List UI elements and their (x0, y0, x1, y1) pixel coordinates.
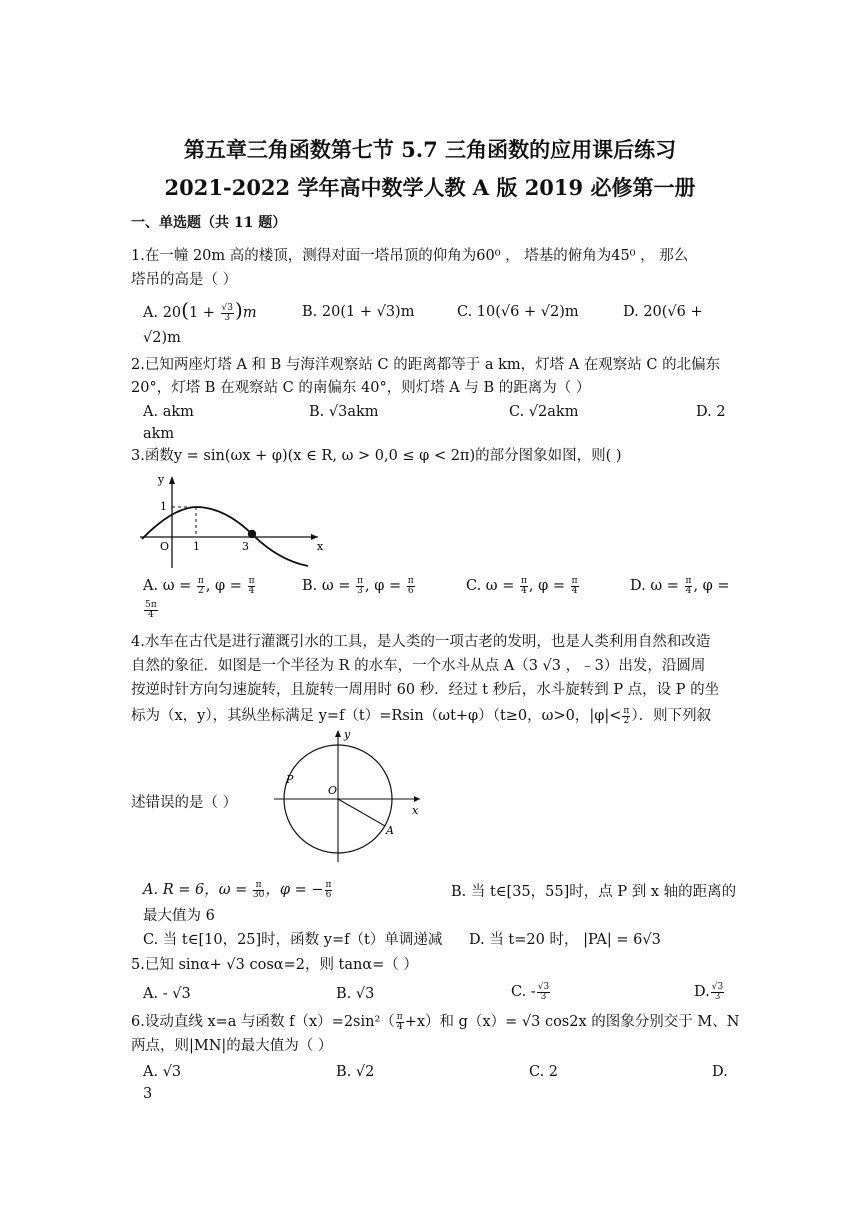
q3-option-c[interactable]: C. ω = $\frac{\pi}{4}$ , φ = $\frac{\pi}{4}$ (466, 575, 578, 596)
q5-option-c[interactable]: C. - $\frac{√3}{3}$ (511, 981, 550, 1002)
q3-sine-graph (138, 472, 338, 572)
q4-point-a: A (386, 824, 394, 837)
q1-option-d-cont: √2)m (143, 330, 181, 346)
q1-stem-line2: 塔吊的高是（ ） (131, 272, 238, 288)
q1-option-b[interactable]: B. 20(1 + √3)m (302, 304, 415, 320)
q3-option-d[interactable]: D. ω = $\frac{\pi}{4}$ , φ = (630, 575, 730, 596)
q4-option-c[interactable]: C. 当 t∈[10，25]时，函数 y=f（t）单调递减 (143, 932, 443, 948)
q3-tick-1y: 1 (160, 500, 167, 513)
q3-tick-3x: 3 (242, 540, 249, 553)
q2-option-d-cont: akm (143, 426, 175, 442)
section-heading: 一、单选题（共 11 题） (131, 215, 287, 231)
q1-option-c[interactable]: C. 10(√6 + √2)m (457, 304, 579, 320)
q2-stem-line1: 2.已知两座灯塔 A 和 B 与海洋观察站 C 的距离都等于 a km，灯塔 A 在观察站 C 的北偏东 (131, 357, 721, 373)
q6-stem-line1: 6.设动直线 x=a 与函数 f（x）=2sin²（ $\frac{\pi}{4}$ +x）和 g（x）= √3 cos2x 的图象分别交于 M、N (131, 1011, 740, 1032)
q5-option-b[interactable]: B. √3 (336, 986, 375, 1002)
q2-option-a[interactable]: A. akm (143, 404, 194, 420)
q4-stem-line2: 自然的象征．如图是一个半径为 R 的水车，一个水斗从点 A（3 √3 ，﹣3）出发，沿圆周 (131, 658, 706, 674)
q1-a-fraction: $\frac{√3}{3}$ (221, 302, 234, 323)
q4-option-a[interactable]: A. R = 6，ω = $\frac{\pi}{30}$ ，φ = − $\frac{\pi}{6}$ (143, 879, 332, 900)
q2-option-b[interactable]: B. √3akm (309, 404, 379, 420)
q4-option-b[interactable]: B. 当 t∈[35，55]时，点 P 到 x 轴的距离的 (451, 884, 737, 900)
q4-stem-line3: 按逆时针方向匀速旋转，且旋转一周用时 60 秒．经过 t 秒后，水斗旋转到 P 点，设 P 的坐 (131, 682, 720, 698)
q6-option-b[interactable]: B. √2 (336, 1064, 375, 1080)
q2-option-c[interactable]: C. √2akm (509, 404, 579, 420)
q4-waterwheel-figure (270, 726, 430, 866)
q3-option-b[interactable]: B. ω = $\frac{\pi}{3}$ , φ = $\frac{\pi}{6}$ (302, 575, 414, 596)
q3-y-label: y (158, 473, 165, 486)
title-line-1: 第五章三角函数第七节 5.7 三角函数的应用课后练习 (183, 137, 677, 162)
q4-origin-label: O (328, 784, 338, 797)
q1-a-prefix: A. 20 (143, 305, 182, 321)
q4-option-d[interactable]: D. 当 t=20 时， |PA| = 6√3 (469, 932, 661, 948)
q6-option-a[interactable]: A. √3 (143, 1064, 182, 1080)
q6-option-c[interactable]: C. 2 (529, 1064, 559, 1080)
q5-option-d[interactable]: D. $\frac{√3}{3}$ (694, 981, 724, 1002)
q5-stem: 5.已知 sinα+ √3 cosα=2，则 tanα=（ ） (131, 957, 418, 973)
q3-option-a[interactable]: A. ω = $\frac{\pi}{2}$ , φ = $\frac{\pi}{4}$ (143, 575, 255, 596)
q3-x-label: x (317, 540, 324, 553)
q2-stem-line2: 20°，灯塔 B 在观察站 C 的南偏东 40°，则灯塔 A 与 B 的距离为（ ） (131, 380, 591, 396)
q1-option-a[interactable]: A. 20(1 + $\frac{√3}{3}$ )m (143, 298, 257, 323)
q4-stem-line4: 标为（x，y），其纵坐标满足 y=f（t）=Rsin（ωt+φ）（t≥0，ω>0，|φ|< $\frac{\pi}{2}$ ）．则下列叙 (131, 705, 712, 726)
q6-option-d-cont: 3 (143, 1086, 153, 1102)
q2-option-d[interactable]: D. 2 (696, 404, 726, 420)
q4-point-p: P (286, 773, 294, 786)
q4-y-label: y (344, 728, 351, 741)
q4-stem-line5: 述错误的是（ ） (131, 795, 238, 811)
q3-option-d-cont: $\frac{5\pi}{4}$ (145, 599, 157, 620)
q4-option-b-cont: 最大值为 6 (143, 908, 215, 924)
q1-option-d[interactable]: D. 20(√6 + (623, 304, 703, 320)
q4-stem-line1: 4.水车在古代是进行灌溉引水的工具，是人类的一项古老的发明，也是人类利用自然和改造 (131, 634, 711, 650)
title-line-2: 2021-2022 学年高中数学人教 A 版 2019 必修第一册 (164, 175, 696, 200)
q3-stem: 3.函数y = sin(ωx + φ)(x ∈ R, ω > 0,0 ≤ φ < 2π)的部分图象如图，则( ) (131, 448, 622, 464)
q5-option-a[interactable]: A. - √3 (143, 986, 191, 1002)
q3-origin-label: O (160, 540, 170, 553)
q6-option-d[interactable]: D. (712, 1064, 728, 1080)
q6-stem-line2: 两点，则|MN|的最大值为（ ） (131, 1038, 333, 1054)
q1-stem-line1: 1.在一幢 20m 高的楼顶，测得对面一塔吊顶的仰角为60⁰ ， 塔基的俯角为45⁰ ， 那么 (131, 248, 689, 264)
q3-tick-1x: 1 (193, 540, 200, 553)
q4-x-label: x (412, 804, 419, 817)
